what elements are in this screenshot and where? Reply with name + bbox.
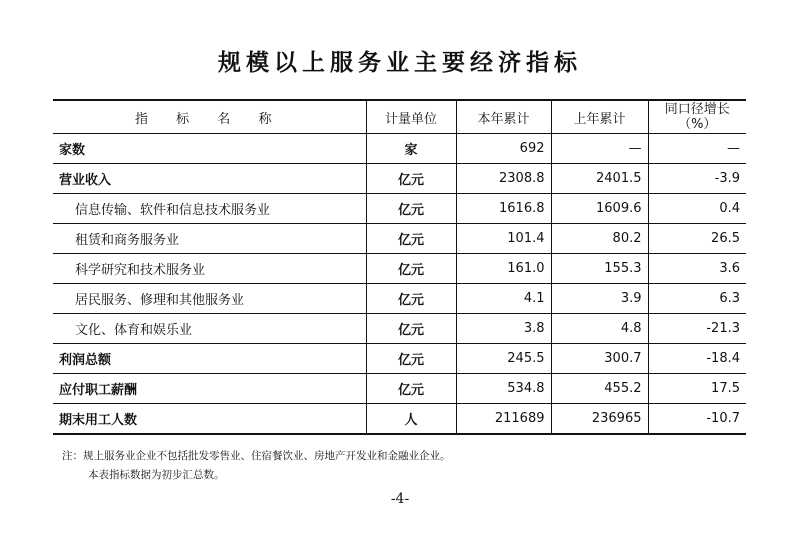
cell-unit: 亿元 <box>366 284 456 314</box>
header-previous: 上年累计 <box>551 100 648 134</box>
cell-name: 应付职工薪酬 <box>53 374 366 404</box>
cell-current: 2308.8 <box>456 164 551 194</box>
cell-growth: -18.4 <box>648 344 746 374</box>
cell-growth: 26.5 <box>648 224 746 254</box>
cell-previous: 4.8 <box>551 314 648 344</box>
header-unit: 计量单位 <box>366 100 456 134</box>
cell-name: 期末用工人数 <box>53 404 366 435</box>
cell-unit: 亿元 <box>366 164 456 194</box>
header-current: 本年累计 <box>456 100 551 134</box>
header-growth-line1: 同口径增长 <box>664 102 730 117</box>
table-row <box>53 404 746 435</box>
cell-name: 营业收入 <box>53 164 366 194</box>
table-row <box>53 344 746 374</box>
cell-previous: 236965 <box>551 404 648 435</box>
page-title: 规模以上服务业主要经济指标 <box>218 49 582 76</box>
cell-current: 534.8 <box>456 374 551 404</box>
cell-current: 3.8 <box>456 314 551 344</box>
table-row <box>53 164 746 194</box>
cell-growth: 17.5 <box>648 374 746 404</box>
cell-name: 科学研究和技术服务业 <box>53 254 366 284</box>
cell-growth: -10.7 <box>648 404 746 435</box>
cell-unit: 家 <box>366 134 456 164</box>
table-row <box>53 284 746 314</box>
cell-current: 245.5 <box>456 344 551 374</box>
cell-name: 信息传输、软件和信息技术服务业 <box>53 194 366 224</box>
cell-current: 692 <box>456 134 551 164</box>
table-row <box>53 224 746 254</box>
cell-current: 211689 <box>456 404 551 435</box>
table-row <box>53 314 746 344</box>
cell-unit: 亿元 <box>366 254 456 284</box>
cell-unit: 亿元 <box>366 194 456 224</box>
cell-name: 文化、体育和娱乐业 <box>53 314 366 344</box>
cell-unit: 亿元 <box>366 314 456 344</box>
page-number: -4- <box>390 491 410 507</box>
cell-previous: 300.7 <box>551 344 648 374</box>
header-growth <box>648 100 746 134</box>
cell-previous: 1609.6 <box>551 194 648 224</box>
footnotes <box>62 447 451 485</box>
footnote-line-1: 注：规上服务业企业不包括批发零售业、住宿餐饮业、房地产开发业和金融业企业。 <box>62 450 451 462</box>
cell-name: 居民服务、修理和其他服务业 <box>53 284 366 314</box>
cell-unit: 亿元 <box>366 344 456 374</box>
cell-growth: -3.9 <box>648 164 746 194</box>
cell-name: 租赁和商务服务业 <box>53 224 366 254</box>
table-header-row <box>53 100 746 134</box>
cell-previous: 455.2 <box>551 374 648 404</box>
cell-unit: 人 <box>366 404 456 435</box>
table-row <box>53 134 746 164</box>
cell-current: 161.0 <box>456 254 551 284</box>
table-row <box>53 194 746 224</box>
cell-previous: 3.9 <box>551 284 648 314</box>
header-growth-line2: （%） <box>678 117 717 132</box>
cell-name: 家数 <box>53 134 366 164</box>
indicator-table <box>53 99 746 435</box>
cell-growth: 6.3 <box>648 284 746 314</box>
cell-current: 1616.8 <box>456 194 551 224</box>
footnote-line-2: 本表指标数据为初步汇总数。 <box>88 469 225 481</box>
cell-previous: 80.2 <box>551 224 648 254</box>
cell-current: 4.1 <box>456 284 551 314</box>
cell-current: 101.4 <box>456 224 551 254</box>
table-row <box>53 254 746 284</box>
cell-growth: — <box>648 134 746 164</box>
cell-unit: 亿元 <box>366 224 456 254</box>
cell-previous: — <box>551 134 648 164</box>
table-row <box>53 374 746 404</box>
cell-growth: -21.3 <box>648 314 746 344</box>
header-name: 指 标 名 称 <box>53 100 366 134</box>
cell-name: 利润总额 <box>53 344 366 374</box>
cell-growth: 3.6 <box>648 254 746 284</box>
cell-previous: 2401.5 <box>551 164 648 194</box>
cell-growth: 0.4 <box>648 194 746 224</box>
cell-previous: 155.3 <box>551 254 648 284</box>
cell-unit: 亿元 <box>366 374 456 404</box>
